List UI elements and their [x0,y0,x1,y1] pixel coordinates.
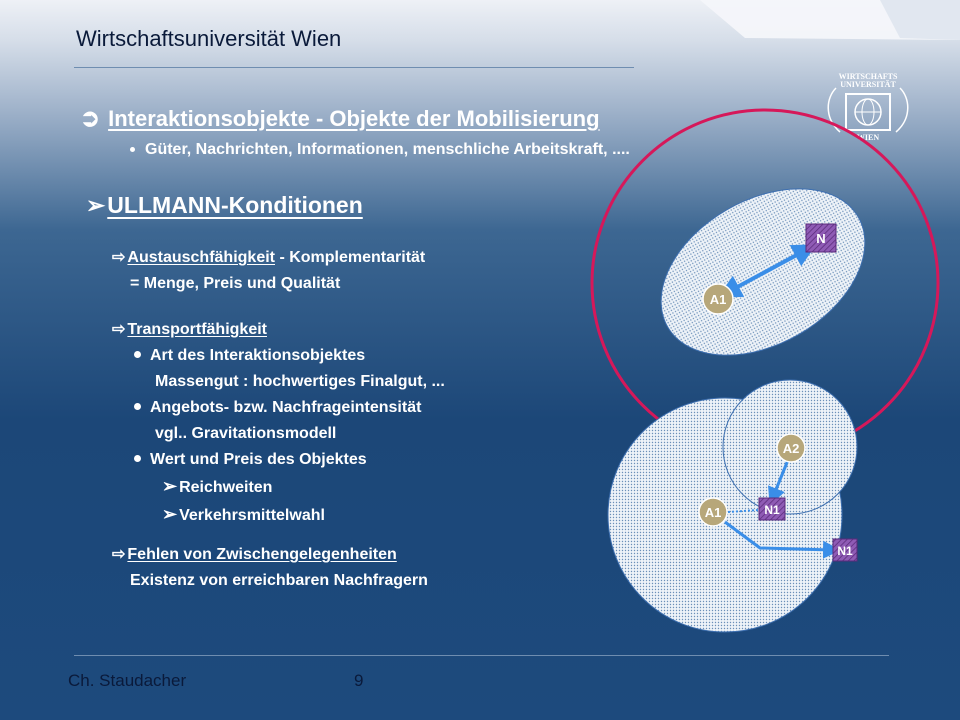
far-target-label: N1 [837,544,853,558]
logo-line1: WIRTSCHAFTS [838,72,898,81]
footer-divider [74,655,889,656]
page-number: 9 [354,671,364,690]
bullet-text: Güter, Nachrichten, Informationen, menschliche Arbeitskraft, .... [145,141,630,158]
logo-line3: WIEN [856,133,880,142]
bullet-text: Wert und Preis des Objektes [150,451,367,468]
item-title: Fehlen von Zwischengelegenheiten [127,546,397,563]
top-target-label: N [816,231,826,246]
bullet-text: Art des Interaktionsobjektes [150,347,366,364]
item-title: Austauschfähigkeit [127,249,275,266]
heading-text: ULLMANN-Konditionen [107,192,363,218]
arrowhead-icon: ➢ [162,476,178,496]
sub-bullet-text: Verkehrsmittelwahl [179,507,325,524]
item-rest: - Komplementarität [275,249,426,266]
intermediate-origin-label: A2 [782,441,800,456]
outline-arrow-icon: ⇨ [112,546,126,563]
top-origin-label: A1 [709,292,727,307]
heading-text: Interaktionsobjekte - Objekte der Mobilisierung [108,106,600,131]
item-title: Transportfähigkeit [127,321,267,338]
bullet-text: Angebots- bzw. Nachfrageintensität [150,399,422,416]
bullet-text: vgl.. Gravitationsmodell [155,425,337,442]
outline-arrow-icon: ⇨ [112,249,126,266]
logo-line2: UNIVERSITÄT [840,80,896,89]
arrowhead-icon: ➢ [86,192,106,218]
circled-arrow-icon: ➲ [80,105,101,132]
item-line2: = Menge, Preis und Qualität [130,275,341,292]
header-title: Wirtschaftsuniversität Wien [76,26,342,51]
arrowhead-icon: ➢ [162,504,178,524]
bottom-origin-label: A1 [704,505,722,520]
near-target-label: N1 [764,503,780,517]
sub-bullet-text: Reichweiten [179,479,273,496]
outline-arrow-icon: ⇨ [112,321,126,338]
footer-author: Ch. Staudacher [68,671,187,690]
bullet-text: Massengut : hochwertiges Finalgut, ... [155,373,445,390]
item-line2: Existenz von erreichbaren Nachfragern [130,572,428,589]
